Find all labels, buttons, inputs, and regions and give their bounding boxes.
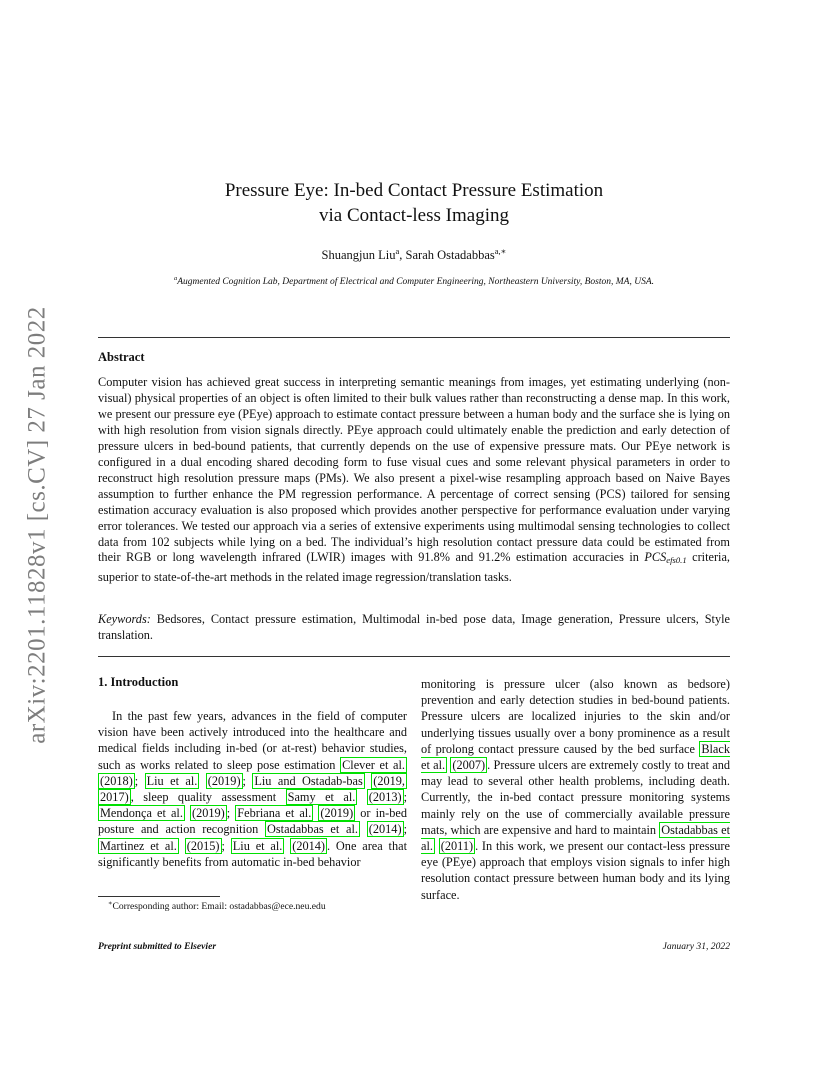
citation-year-link[interactable]: (2019) — [320, 806, 354, 821]
intro-text: ; — [226, 806, 236, 821]
citation-link[interactable]: Mendonça et al. — [100, 806, 183, 821]
citation-link[interactable]: Liu et al. — [232, 838, 283, 853]
affiliation-mark: a — [173, 274, 178, 282]
citation-year-link[interactable]: (2014) — [292, 838, 326, 853]
keywords-label: Keywords: — [98, 612, 151, 626]
citation-link[interactable]: Febriana et al. — [237, 806, 312, 821]
footer-preprint-note: Preprint submitted to Elsevier — [98, 941, 217, 952]
intro-text: ; — [403, 822, 407, 837]
intro-text: ; — [403, 790, 408, 805]
intro-text: ; — [242, 773, 253, 788]
abstract-body — [98, 375, 730, 586]
citation-year-link[interactable]: (2014) — [368, 822, 402, 837]
intro-text: ; — [134, 773, 145, 788]
footnote — [98, 900, 326, 913]
bottom-rule — [98, 656, 730, 657]
author-1-affil-mark: a — [395, 245, 400, 256]
abstract-text: Computer vision has achieved great success in interpreting semantic meanings from images, yet estimating underlying (non-visual) physical properties of an object is often limited to their bulk values rather than reconstructing a dense map. In this work, we present our pressure eye (PEye) approach to estimate contact pressure between a human body and the surface she is lying on with high resolution from vision signals directly. PEye approach could ultimately enable the prediction and early detection of pressure ulcers in bed-bound patients, that currently depends on the use of expensive pressure mats. Our PEye network is configured in a dual encoding shared decoding form to fuse visual cues and some relevant physical parameters in order to reconstruct high resolution pressure maps (PMs). We also present a pixel-wise resampling approach based on Naive Bayes assumption to further enhance the PM regression performance. A percentage of correct sensing (PCS) tailored for sensing estimation accuracy evaluation is also proposed which provides another perspective for performance evaluation under varying error tolerances. We tested our approach via a series of extensive experiments using multimodal sensing technologies to collect data from 102 subjects while lying on a bed. The individual’s high resolution contact pressure data could be estimated from their RGB or long wavelength infrared (LWIR) images with 91.8% and 91.2% estimation accuracies in — [98, 375, 730, 565]
intro-text: In the past few years, advances in the field of computer vision have been actively introduced into the healthcare and medical fields including in-bed (or at-rest) behavior studies, such as works related to sleep pose estimation — [98, 709, 407, 772]
author-2: Sarah Ostadabbas — [405, 248, 495, 262]
citation-year-link[interactable]: 2017) — [100, 790, 129, 805]
title-line-1: Pressure Eye: In-bed Contact Pressure Estimation — [224, 180, 604, 201]
citation-link[interactable]: Liu and Ostadab-bas — [254, 773, 363, 788]
author-2-affil-mark: a,∗ — [494, 245, 507, 256]
arxiv-stamp — [20, 290, 56, 760]
affiliation — [98, 274, 730, 287]
section-heading: 1. Introduction — [98, 675, 179, 689]
footer-date: January 31, 2022 — [662, 941, 730, 952]
footnote-rule — [98, 896, 220, 897]
citation-year-link[interactable]: (2019, — [373, 773, 405, 788]
intro-text: . Pressure ulcers are extremely costly to treat and may lead to several other health problems, including death. Currently, the in-bed contact pressure monitoring systems mainly rely on the use of commercially available pressure mats, which are expensive and hard to maintain — [421, 758, 731, 837]
citation-year-link[interactable]: (2019) — [191, 806, 225, 821]
citation-year-link[interactable]: (2015) — [186, 838, 220, 853]
citation-link[interactable]: Ostadabbas et al. — [421, 822, 731, 854]
keywords — [98, 611, 730, 643]
footnote-mark: ∗ — [108, 899, 113, 907]
abstract-tail: criteria, superior to state-of-the-art methods in the related image regression/translation tasks. — [98, 550, 730, 584]
intro-left-column — [98, 708, 407, 870]
citation-link[interactable]: Liu et al. — [146, 773, 198, 788]
citation-year-link[interactable]: (2019) — [207, 773, 241, 788]
pcs-metric-subscript: efs0.1 — [666, 555, 687, 566]
citation-link[interactable]: Samy et al. — [287, 790, 356, 805]
keywords-text: Bedsores, Contact pressure estimation, Multimodal in-bed pose data, Image generation, Pressure ulcers, Style translation. — [98, 612, 730, 642]
footnote-text: Corresponding author: Email: ostadabbas@ece.neu.edu — [112, 901, 326, 912]
intro-right-column — [421, 676, 730, 903]
author-1: Shuangjun Liu — [321, 248, 396, 262]
citation-year-link[interactable]: (2011) — [440, 839, 474, 854]
intro-text: , sleep quality assessment — [130, 790, 286, 805]
author-separator: , — [399, 248, 406, 262]
intro-text: monitoring is pressure ulcer (also known as bedsore) prevention and early detection studies in bed-bound patients. Pressure ulcers are localized injuries to the skin and/or underlying tissues usually over a bony prominence as a result of prolong contact pressure caused by the bed surface — [421, 677, 730, 756]
citation-year-link[interactable]: (2013) — [368, 790, 402, 805]
citation-year-link[interactable]: (2018) — [100, 773, 133, 788]
intro-text: ; — [221, 838, 231, 853]
intro-text: . One area that significantly benefits from automatic in-bed behavior — [98, 838, 407, 869]
arxiv-id: arXiv:2201.11828v1 [cs.CV] 27 Jan 2022 — [24, 306, 52, 744]
citation-link[interactable]: Clever et al. — [342, 757, 405, 772]
paper-title — [98, 178, 730, 228]
affiliation-text: Augmented Cognition Lab, Department of Electrical and Computer Engineering, Northeastern University, Boston, MA, USA. — [177, 277, 655, 287]
intro-text: . In this work, we present our contact-less pressure eye (PEye) approach that employs vision signals to infer high resolution contact pressure between human body and its lying surface. — [421, 839, 730, 902]
citation-link[interactable]: Black et al. — [421, 741, 730, 773]
citation-link[interactable]: Martinez et al. — [100, 838, 177, 853]
author-list — [98, 245, 730, 263]
pcs-metric: PCS — [644, 550, 667, 565]
citation-link[interactable]: Ostadabbas et al. — [267, 822, 359, 837]
top-rule — [98, 337, 730, 338]
abstract-heading: Abstract — [98, 350, 145, 364]
intro-text: or in-bed posture and action recognition — [98, 806, 408, 837]
title-line-2: via Contact-less Imaging — [319, 205, 509, 226]
citation-year-link[interactable]: (2007) — [452, 758, 486, 773]
